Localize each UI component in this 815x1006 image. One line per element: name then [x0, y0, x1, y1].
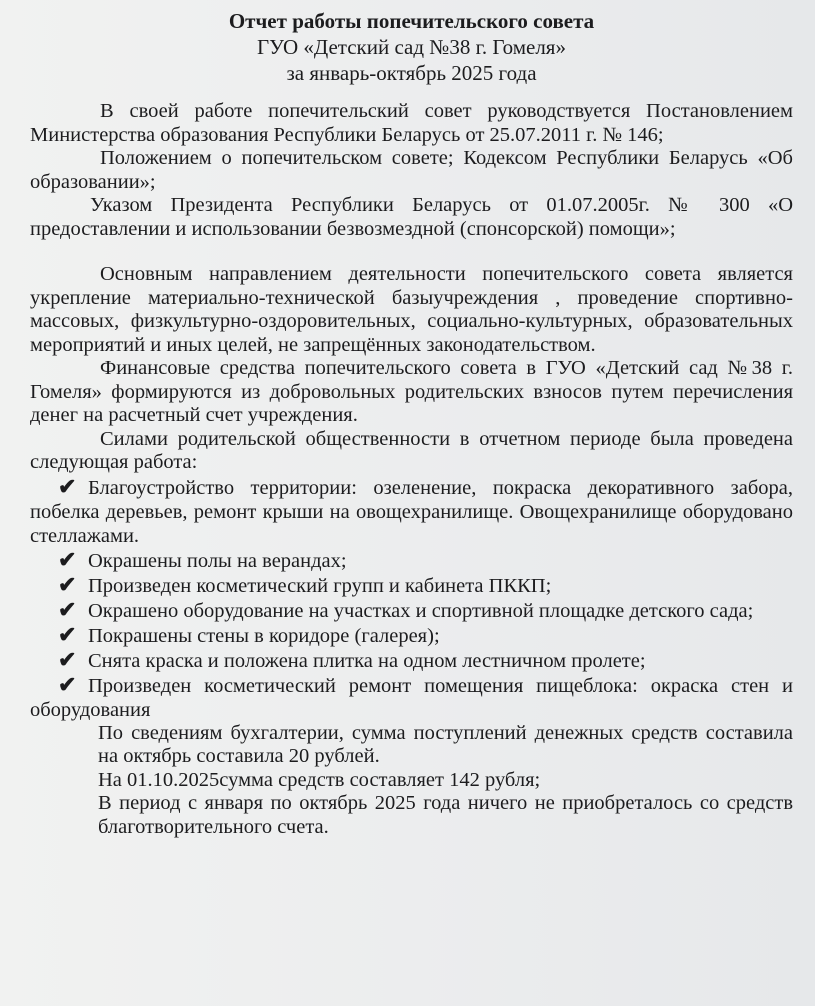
work-item-text: Произведен косметический ремонт помещения пищеблока: окраска стен и оборудования	[30, 674, 793, 721]
work-item-text: Окрашено оборудование на участках и спортивной площадке детского сада;	[88, 599, 754, 622]
checkmark-icon: ✔	[58, 621, 77, 647]
paragraph-regulations: В своей работе попечительский совет руководствуется Постановлением Министерства образования Республики Беларусь от 25.07.2011 г. № 146;	[30, 100, 793, 146]
list-item	[30, 573, 793, 598]
report-header	[30, 8, 793, 86]
work-list	[30, 475, 793, 722]
list-item	[30, 673, 793, 722]
checkmark-icon: ✔	[58, 646, 77, 672]
paragraph-accounting: По сведениям бухгалтерии, сумма поступлений денежных средств составила на октябрь составила 20 рублей.	[98, 721, 793, 767]
paragraph-decree: Указом Президента Республики Беларусь от 01.07.2005г. № 300 «О предоставлении и использовании безвозмездной (спонсорской) помощи»;	[30, 194, 793, 240]
checkmark-icon: ✔	[58, 571, 77, 597]
checkmark-icon: ✔	[58, 596, 77, 622]
work-item-text: Покрашены стены в коридоре (галерея);	[88, 624, 440, 647]
report-period: за январь-октябрь 2025 года	[286, 61, 537, 85]
paragraph-work-intro: Силами родительской общественности в отчетном периоде была проведена следующая работа:	[30, 427, 793, 473]
checkmark-icon: ✔	[58, 671, 77, 697]
work-item-text: Произведен косметический групп и кабинета ПККП;	[88, 574, 552, 597]
list-item	[30, 648, 793, 673]
checkmark-icon: ✔	[58, 473, 77, 499]
paragraph-funding: Финансовые средства попечительского совета в ГУО «Детский сад №38 г. Гомеля» формируются из добровольных родительских взносов путем перечисления денег на расчетный счет учреждения.	[30, 357, 793, 426]
paragraph-statute: Положением о попечительском совете; Кодексом Республики Беларусь «Об образовании»;	[30, 147, 793, 193]
report-title: Отчет работы попечительского совета	[228, 9, 595, 33]
list-item	[30, 475, 793, 548]
list-item	[30, 598, 793, 623]
institution-name: ГУО «Детский сад №38 г. Гомеля»	[257, 35, 566, 59]
paragraph-balance: На 01.10.2025сумма средств составляет 142 рубля;	[98, 768, 541, 791]
closing-section	[30, 722, 793, 840]
work-item-text: Благоустройство территории: озеленение, покраска декоративного забора, побелка деревьев, ремонт крыши на овощехранилище. Овощехранилище оборудовано стеллажами.	[30, 476, 793, 547]
work-item-text: Окрашены полы на верандах;	[88, 549, 347, 572]
paragraph-main-direction: Основным направлением деятельности попечительского совета является укрепление материально-технической базыучреждения , проведение спортивно-массовых, физкультурно-оздоровительных, социально-культурных, образовательных мероприятий и иных целей, не запрещённых законодательством.	[30, 263, 793, 356]
list-item	[30, 623, 793, 648]
list-item	[30, 548, 793, 573]
paragraph-purchases: В период с января по октябрь 2025 года ничего не приобреталось со средств благотворительного счета.	[98, 792, 793, 838]
work-item-text: Снята краска и положена плитка на одном лестничном пролете;	[88, 649, 646, 672]
checkmark-icon: ✔	[58, 546, 77, 572]
